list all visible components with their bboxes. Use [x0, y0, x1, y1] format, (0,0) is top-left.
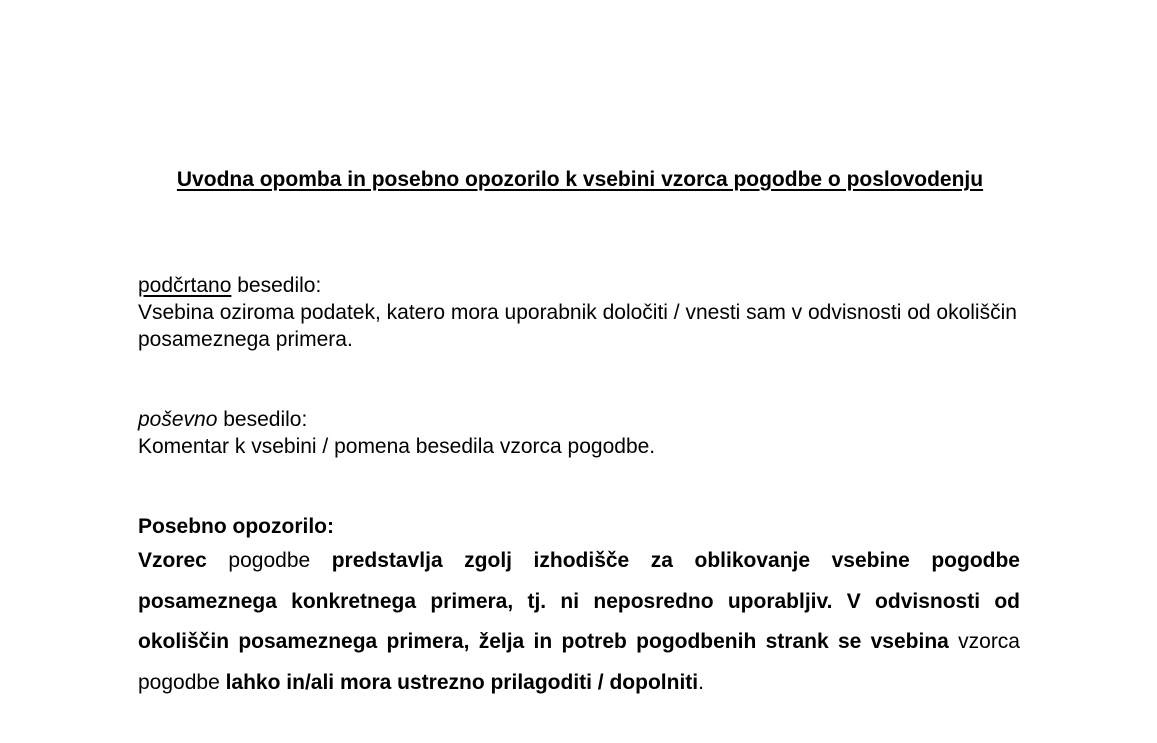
document-title: Uvodna opomba in posebno opozorilo k vsebini vzorca pogodbe o poslovodenju — [176, 168, 984, 191]
underlined-term: podčrtano — [138, 274, 232, 297]
underlined-term-suffix: besedilo: — [231, 274, 322, 297]
notice-paragraph — [138, 541, 1020, 703]
underlined-legend-label — [138, 272, 1020, 299]
underlined-text-legend — [138, 272, 1020, 353]
italic-legend-description: Komentar k vsebini / pomena besedila vzorca pogodbe. — [138, 435, 656, 458]
italic-term: poševno — [138, 408, 218, 431]
notice-normal-1: pogodbe — [206, 549, 332, 572]
italic-legend-label — [138, 406, 1020, 433]
notice-normal-2: vzorca pogodbe — [138, 630, 1020, 694]
notice-bold-2: predstavlja zgolj izhodišče za oblikovanje vsebine pogodbe posameznega konkretnega primera, tj. ni neposredno uporabljiv. V odvisnosti od okoliščin posameznega primera, želja in potreb pogodbenih strank se vsebina — [138, 549, 1020, 653]
italic-term-suffix: besedilo: — [217, 408, 308, 431]
notice-bold-1: Vzorec — [138, 549, 207, 572]
underlined-legend-description: Vsebina oziroma podatek, katero mora uporabnik določiti / vnesti sam v odvisnosti od okoliščin posameznega primera. — [138, 301, 1017, 351]
special-notice — [138, 513, 1020, 703]
notice-normal-3: . — [698, 670, 704, 694]
notice-heading: Posebno opozorilo: — [138, 515, 334, 538]
italic-text-legend — [138, 406, 1020, 460]
notice-bold-3: lahko in/ali mora ustrezno prilagoditi / dopolniti — [225, 670, 699, 694]
